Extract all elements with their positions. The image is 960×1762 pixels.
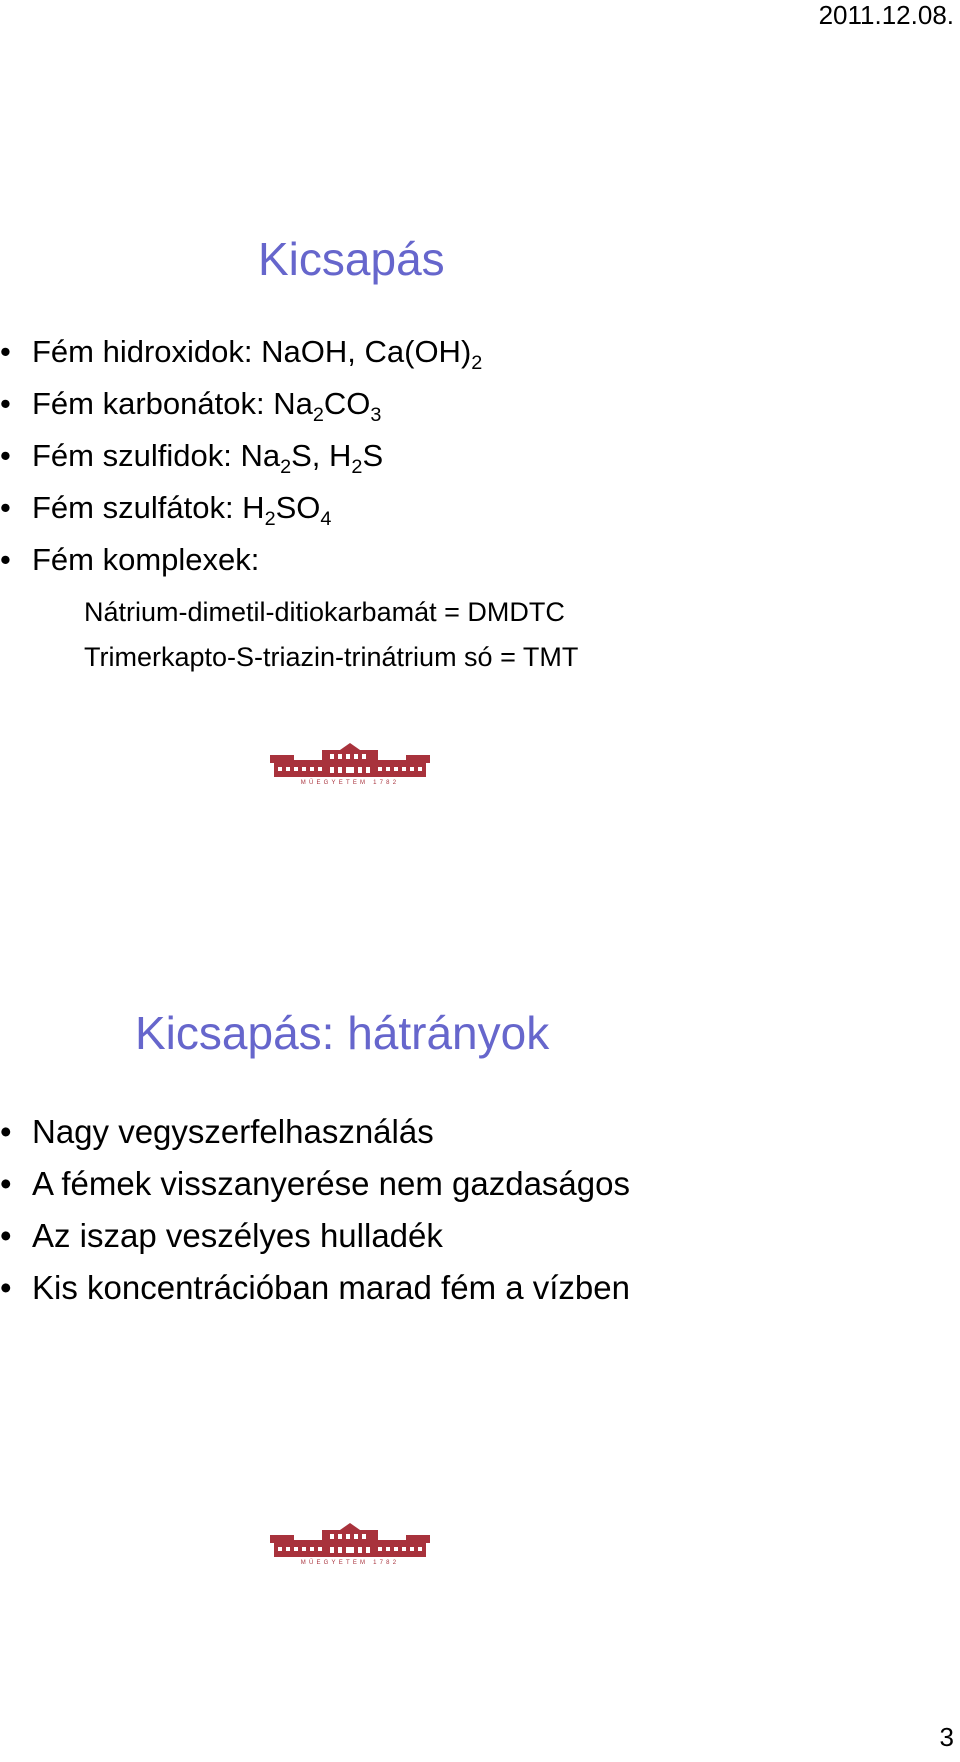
- header-date: 2011.12.08.: [818, 0, 954, 30]
- list-item: • Fém szulfátok: $H_2SO_4$: [0, 482, 482, 534]
- logo-caption: MŰEGYETEM 1782: [300, 1560, 400, 1566]
- subline: Nátrium-dimetil-ditiokarbamát = DMDTC: [84, 597, 565, 627]
- university-logo: [270, 742, 430, 786]
- slide1-sublines: [84, 590, 578, 680]
- list-item: • Nagy vegyszerfelhasználás: [0, 1106, 630, 1158]
- university-logo: [270, 1522, 430, 1566]
- slide1-bullet-list: [0, 326, 482, 586]
- slide2-bullet-list: [0, 1106, 630, 1314]
- subline: Trimerkapto-S-triazin-trinátrium só = TMT: [84, 642, 579, 672]
- list-item: • Fém hidroxidok: NaOH, $Ca(OH)_2$: [0, 326, 482, 378]
- list-item: • Fém szulfidok: $Na_2S$, $H_2S$: [0, 430, 482, 482]
- logo-caption: MŰEGYETEM 1782: [300, 780, 400, 786]
- list-item: • A fémek visszanyerése nem gazdaságos: [0, 1158, 630, 1210]
- list-item: • Fém komplexek:: [0, 534, 482, 586]
- slide2-title: Kicsapás: hátrányok: [135, 1007, 550, 1059]
- list-item: • Fém karbonátok: $Na_2CO_3$: [0, 378, 482, 430]
- page-number: 3: [939, 1722, 954, 1752]
- slide1-title: Kicsapás: [258, 233, 445, 285]
- list-item: • Az iszap veszélyes hulladék: [0, 1210, 630, 1262]
- list-item: • Kis koncentrációban marad fém a vízben: [0, 1262, 630, 1314]
